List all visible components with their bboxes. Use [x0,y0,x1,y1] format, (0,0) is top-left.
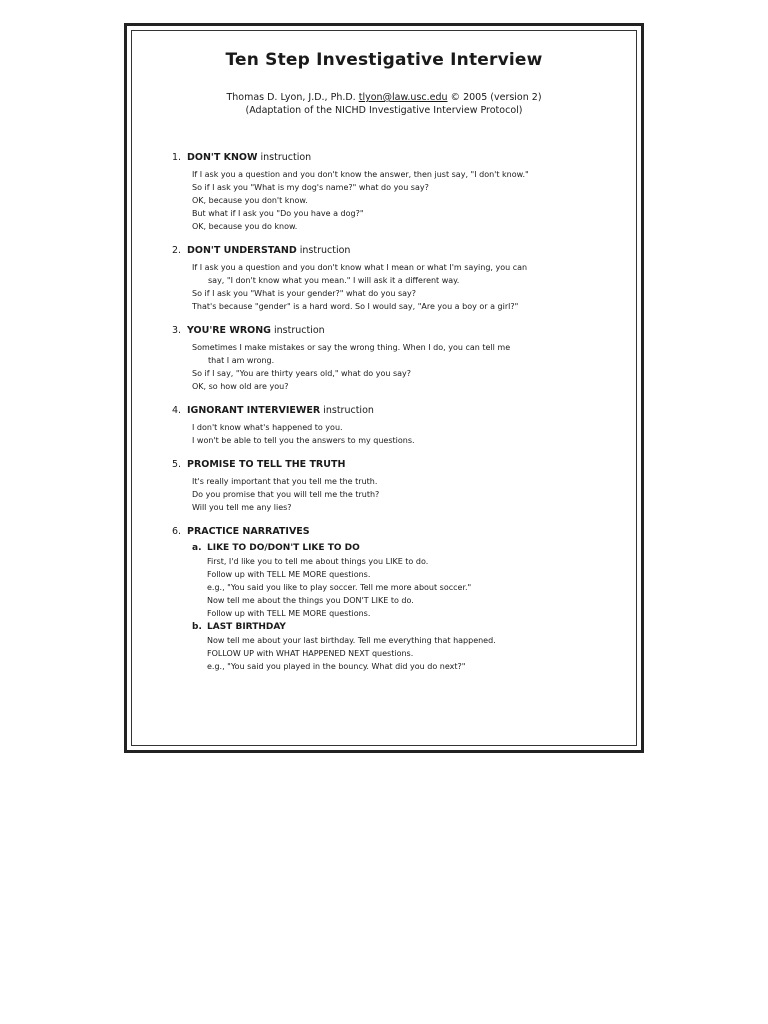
script-line: First, I'd like you to tell me about things you LIKE to do. [207,557,429,566]
script-line: That's because "gender" is a hard word. So I would say, "Are you a boy or a girl?" [192,302,519,311]
section-dont-understand [172,244,612,313]
section-number: 2. [172,245,182,256]
section-keyword: YOU'RE WRONG [187,325,271,336]
section-lines [172,475,612,514]
adaptation-note: (Adaptation of the NICHD Investigative Interview Protocol) [245,105,523,116]
author-email-link[interactable]: tlyon@law.usc.edu [358,92,448,103]
section-heading [172,244,612,258]
script-line: Sometimes I make mistakes or say the wrong thing. When I do, you can tell me [192,343,511,352]
section-suffix: instruction [296,245,351,256]
section-youre-wrong [172,324,612,393]
section-keyword: DON'T UNDERSTAND [187,245,297,256]
copyright-version: © 2005 (version 2) [447,92,542,103]
subsection-like-to-do [172,542,612,620]
section-lines [172,168,612,233]
sections-list [172,151,612,684]
section-number: 6. [172,526,182,537]
script-line: that I am wrong. [208,356,275,365]
section-dont-know [172,151,612,233]
subsection-lines [192,634,612,673]
section-heading [172,151,612,165]
section-number: 5. [172,459,182,470]
section-keyword: PRACTICE NARRATIVES [187,526,310,537]
script-line: So if I ask you "What is your gender?" what do you say? [192,289,417,298]
script-line: I won't be able to tell you the answers to my questions. [192,436,415,445]
script-line: OK, because you do know. [192,222,298,231]
script-line: Follow up with TELL ME MORE questions. [207,609,371,618]
script-line: OK, because you don't know. [192,196,308,205]
section-lines [172,421,612,447]
section-keyword: IGNORANT INTERVIEWER [187,405,321,416]
script-line: Now tell me about your last birthday. Tell me everything that happened. [207,636,496,645]
subsection-heading [192,542,612,555]
section-keyword: PROMISE TO TELL THE TRUTH [187,459,346,470]
script-line: e.g., "You said you like to play soccer. Tell me more about soccer." [207,583,472,592]
section-number: 1. [172,152,182,163]
section-number: 4. [172,405,182,416]
section-suffix: instruction [320,405,374,416]
script-line: It's really important that you tell me the truth. [192,477,378,486]
author-name: Thomas D. Lyon, J.D., Ph.D. [226,92,359,103]
subsection-letter: a. [192,543,202,553]
script-line: If I ask you a question and you don't know what I mean or what I'm saying, you can [192,263,528,272]
script-line: If I ask you a question and you don't know the answer, then just say, "I don't know." [192,170,529,179]
script-line: Follow up with TELL ME MORE questions. [207,570,371,579]
script-line: Do you promise that you will tell me the truth? [192,490,380,499]
section-keyword: DON'T KNOW [187,152,258,163]
script-line: say, "I don't know what you mean." I will ask it a different way. [208,276,460,285]
subsection-lines [192,555,612,620]
subsection-letter: b. [192,622,202,632]
subsection-heading [192,621,612,634]
section-lines [172,341,612,393]
section-heading [172,458,612,472]
script-line: So if I say, "You are thirty years old," what do you say? [192,369,412,378]
section-heading [172,404,612,418]
script-line: e.g., "You said you played in the bouncy. What did you do next?" [207,662,466,671]
section-ignorant-interviewer [172,404,612,447]
subsection-last-birthday [172,621,612,673]
section-number: 3. [172,325,182,336]
section-heading [172,525,612,539]
author-block [132,91,636,117]
section-practice-narratives [172,525,612,673]
script-line: Will you tell me any lies? [192,503,292,512]
script-line: So if I ask you "What is my dog's name?" what do you say? [192,183,429,192]
document-title: Ten Step Investigative Interview [225,50,543,70]
script-line: I don't know what's happened to you. [192,423,343,432]
script-line: But what if I ask you "Do you have a dog?" [192,209,364,218]
section-promise-truth [172,458,612,514]
section-heading [172,324,612,338]
section-lines [172,261,612,313]
script-line: OK, so how old are you? [192,382,289,391]
subsection-title: LAST BIRTHDAY [207,622,286,632]
document-border [124,23,644,753]
subsection-title: LIKE TO DO/DON'T LIKE TO DO [207,543,360,553]
section-suffix: instruction [270,325,325,336]
script-line: Now tell me about the things you DON'T LIKE to do. [207,596,414,605]
script-line: FOLLOW UP with WHAT HAPPENED NEXT questions. [207,649,414,658]
section-suffix: instruction [257,152,312,163]
document-inner-border [131,30,637,746]
author-line [132,91,636,104]
